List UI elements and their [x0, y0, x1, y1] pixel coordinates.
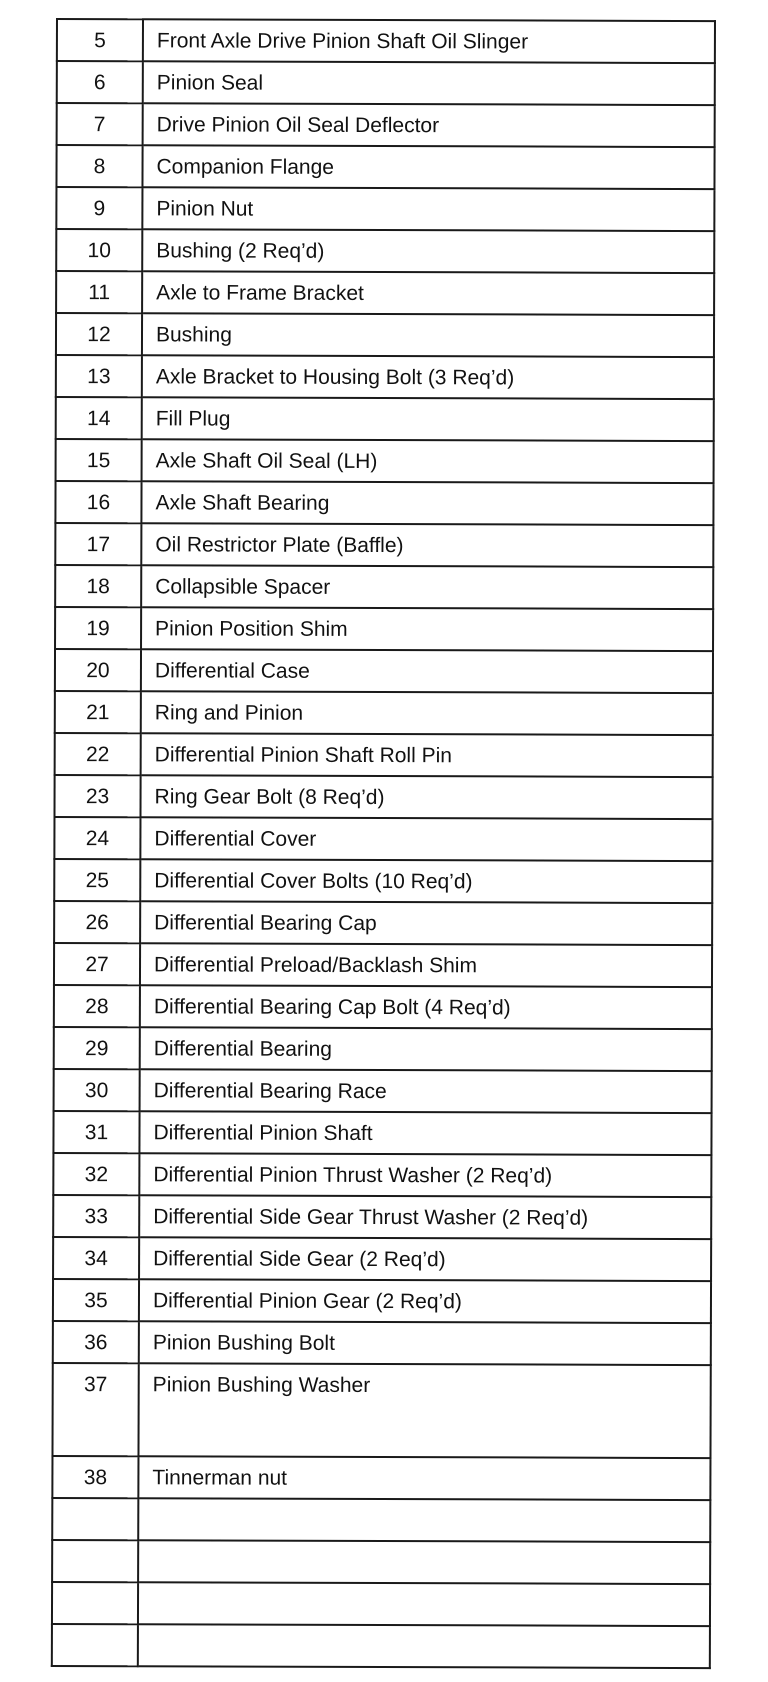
part-number — [52, 1498, 138, 1540]
part-number: 31 — [53, 1111, 139, 1153]
part-number: 37 — [52, 1363, 138, 1456]
part-description: Front Axle Drive Pinion Shaft Oil Slinger — [143, 19, 715, 63]
table-row — [54, 943, 712, 987]
part-number — [52, 1624, 138, 1666]
part-description: Bushing — [142, 313, 714, 357]
part-number: 26 — [54, 901, 140, 943]
part-number: 29 — [54, 1027, 140, 1069]
part-description: Fill Plug — [142, 397, 714, 441]
part-number: 9 — [56, 187, 142, 229]
part-description: Collapsible Spacer — [141, 565, 713, 609]
part-number: 12 — [56, 313, 142, 355]
part-description: Differential Side Gear Thrust Washer (2 Req’d) — [139, 1195, 711, 1239]
part-description: Differential Bearing — [140, 1027, 712, 1071]
table-row — [52, 1498, 710, 1542]
part-description: Axle Bracket to Housing Bolt (3 Req’d) — [142, 355, 714, 399]
table-row — [57, 61, 715, 105]
table-row — [54, 901, 712, 945]
table-row — [52, 1582, 710, 1626]
part-number: 6 — [57, 61, 143, 103]
table-row — [56, 439, 714, 483]
table-row — [56, 313, 714, 357]
part-description: Ring Gear Bolt (8 Req’d) — [140, 775, 712, 819]
part-description: Differential Pinion Shaft Roll Pin — [141, 733, 713, 777]
part-description: Pinion Position Shim — [141, 607, 713, 651]
table-row — [56, 271, 714, 315]
table-row — [57, 19, 715, 63]
part-description: Pinion Bushing Bolt — [139, 1321, 711, 1365]
table-row — [52, 1540, 710, 1584]
table-row — [55, 523, 713, 567]
part-description: Ring and Pinion — [141, 691, 713, 735]
part-number: 5 — [57, 19, 143, 61]
part-number: 15 — [56, 439, 142, 481]
part-description: Differential Cover — [140, 817, 712, 861]
table-row — [55, 649, 713, 693]
part-description: Bushing (2 Req’d) — [142, 229, 714, 273]
part-description — [138, 1498, 710, 1542]
table-row — [52, 1624, 710, 1668]
part-number: 35 — [53, 1279, 139, 1321]
parts-list-table — [51, 18, 716, 1669]
table-row — [56, 355, 714, 399]
part-number: 7 — [57, 103, 143, 145]
part-number: 25 — [54, 859, 140, 901]
table-row — [55, 733, 713, 777]
table-row — [53, 1321, 711, 1365]
part-number: 16 — [55, 481, 141, 523]
part-description: Tinnerman nut — [138, 1456, 710, 1500]
part-description: Drive Pinion Oil Seal Deflector — [143, 103, 715, 147]
part-number: 36 — [53, 1321, 139, 1363]
table-row — [53, 1195, 711, 1239]
part-number: 34 — [53, 1237, 139, 1279]
part-description: Differential Preload/Backlash Shim — [140, 943, 712, 987]
table-row — [54, 1027, 712, 1071]
part-description: Differential Pinion Shaft — [139, 1111, 711, 1155]
part-number — [52, 1540, 138, 1582]
part-number: 27 — [54, 943, 140, 985]
part-description: Companion Flange — [142, 145, 714, 189]
part-description: Pinion Nut — [142, 187, 714, 231]
part-number: 10 — [56, 229, 142, 271]
table-row — [55, 481, 713, 525]
part-description: Differential Bearing Race — [140, 1069, 712, 1113]
part-description: Differential Cover Bolts (10 Req’d) — [140, 859, 712, 903]
part-number: 23 — [54, 775, 140, 817]
table-row — [56, 187, 714, 231]
part-number: 33 — [53, 1195, 139, 1237]
part-description — [138, 1540, 710, 1584]
part-description: Pinion Bushing Washer — [138, 1363, 710, 1458]
part-description: Differential Bearing Cap Bolt (4 Req’d) — [140, 985, 712, 1029]
table-row — [56, 397, 714, 441]
table-row — [54, 775, 712, 819]
table-row — [52, 1456, 710, 1500]
part-number: 19 — [55, 607, 141, 649]
part-description: Differential Pinion Gear (2 Req’d) — [139, 1279, 711, 1323]
part-number: 30 — [54, 1069, 140, 1111]
table-row — [57, 103, 715, 147]
table-row — [54, 985, 712, 1029]
part-description: Differential Pinion Thrust Washer (2 Req’d) — [139, 1153, 711, 1197]
part-number: 32 — [53, 1153, 139, 1195]
table-row — [54, 859, 712, 903]
table-row — [56, 229, 714, 273]
table-row — [55, 607, 713, 651]
table-row — [53, 1237, 711, 1281]
table-row — [53, 1153, 711, 1197]
part-number: 18 — [55, 565, 141, 607]
part-description: Oil Restrictor Plate (Baffle) — [141, 523, 713, 567]
table-row — [56, 145, 714, 189]
part-number: 22 — [55, 733, 141, 775]
part-number: 14 — [56, 397, 142, 439]
part-description — [138, 1624, 710, 1668]
part-number: 28 — [54, 985, 140, 1027]
part-description: Differential Bearing Cap — [140, 901, 712, 945]
part-number: 8 — [56, 145, 142, 187]
part-number — [52, 1582, 138, 1624]
table-row — [53, 1111, 711, 1155]
part-number: 20 — [55, 649, 141, 691]
part-number: 21 — [55, 691, 141, 733]
part-description: Pinion Seal — [143, 61, 715, 105]
table-row — [54, 1069, 712, 1113]
part-description: Axle Shaft Oil Seal (LH) — [142, 439, 714, 483]
part-number: 13 — [56, 355, 142, 397]
table-row — [54, 817, 712, 861]
table-row — [52, 1363, 710, 1458]
part-description: Axle Shaft Bearing — [141, 481, 713, 525]
table-row — [55, 565, 713, 609]
part-description: Axle to Frame Bracket — [142, 271, 714, 315]
table-row — [55, 691, 713, 735]
part-number: 38 — [52, 1456, 138, 1498]
table-row — [53, 1279, 711, 1323]
part-number: 24 — [54, 817, 140, 859]
part-description: Differential Side Gear (2 Req’d) — [139, 1237, 711, 1281]
part-description: Differential Case — [141, 649, 713, 693]
part-description — [138, 1582, 710, 1626]
part-number: 11 — [56, 271, 142, 313]
part-number: 17 — [55, 523, 141, 565]
